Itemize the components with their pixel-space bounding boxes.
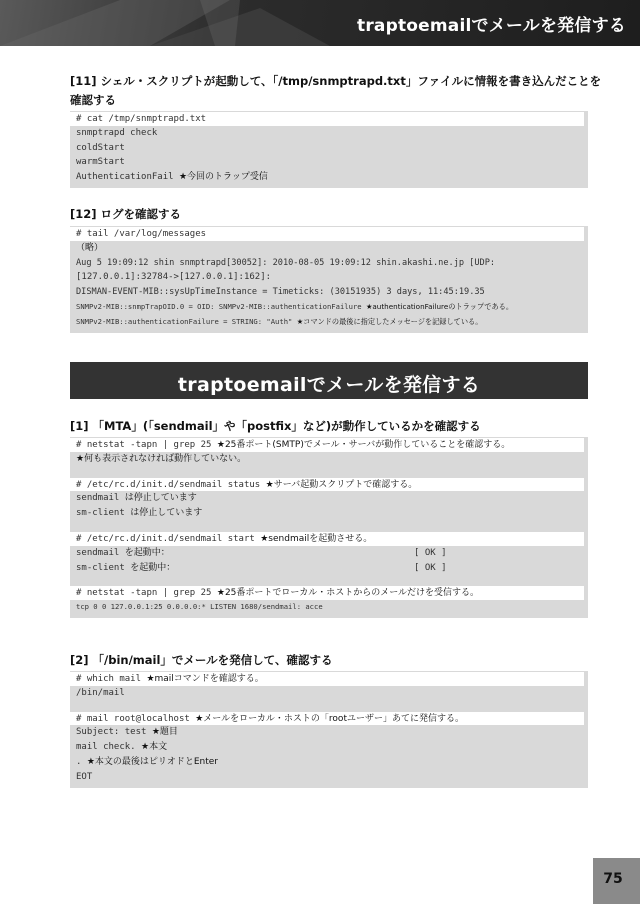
code-line: （略） — [76, 242, 104, 253]
code-line: # tail /var/log/messages — [70, 226, 584, 241]
code-line-blank — [70, 467, 588, 477]
code-line: ★何も表示されなければ動作していない。 — [76, 453, 247, 464]
code-line-blank — [70, 521, 588, 531]
page-number: 75 — [603, 871, 623, 887]
code-line: mail check. ★本文 — [76, 742, 168, 753]
code-block-step-11 — [70, 111, 588, 188]
code-line: SNMPv2-MIB::snmpTrapOID.0 = OID: SNMPv2-MIB::authenticationFailure ★authenticationFailureのトラップである。 — [76, 301, 514, 311]
code-line: EOT — [76, 771, 93, 782]
code-line: snmptrapd check — [76, 127, 158, 138]
section-title-bar — [70, 362, 588, 399]
code-line: tcp 0 0 127.0.0.1:25 0.0.0.0:* LISTEN 1680/sendmail: acce — [76, 602, 323, 612]
heading-step-11: [11] シェル・スクリプトが起動して、「/tmp/snmptrapd.txt」ファイルに情報を書き込んだことを 確認する — [70, 74, 602, 107]
code-line: # netstat -tapn | grep 25 ★25番ポート(SMTP)でメール・サーバが動作していることを確認する。 — [70, 437, 584, 452]
code-line: coldStart — [76, 142, 125, 153]
heading-step-2: [2] 「/bin/mail」でメールを発信して、確認する — [70, 653, 333, 667]
code-line: # /etc/rc.d/init.d/sendmail start ★sendmailを起動させる。 — [70, 531, 584, 546]
code-line: # mail root@localhost ★メールをローカル・ホストの「rootユーザー」あてに発信する。 — [70, 711, 584, 726]
code-line-blank — [70, 701, 588, 711]
code-line: Subject: test ★題目 — [76, 727, 178, 738]
code-block-step-2 — [70, 671, 588, 788]
code-line: AuthenticationFail ★今回のトラップ受信 — [76, 172, 268, 183]
code-line: SNMPv2-MIB::authenticationFailure = STRING: "Auth" ★コマンドの最後に指定したメッセージを記録している。 — [76, 316, 483, 326]
code-block-step-1 — [70, 437, 588, 618]
banner-title: traptoemailでメールを発信する — [357, 16, 626, 36]
heading-step-12: [12] ログを確認する — [70, 207, 182, 221]
code-line: sendmail は停止しています — [76, 493, 197, 504]
code-line: # netstat -tapn | grep 25 ★25番ポートでローカル・ホストからのメールだけを受信する。 — [70, 585, 584, 600]
code-line: Aug 5 19:09:12 shin snmptrapd[30052]: 2010-08-05 19:09:12 shin.akashi.ne.jp [UDP: — [76, 257, 496, 268]
code-line: [127.0.0.1]:32784->[127.0.0.1]:162]: — [76, 272, 272, 283]
code-line: # /etc/rc.d/init.d/sendmail status ★サーバ起動スクリプトで確認する。 — [70, 477, 584, 492]
code-line: . ★本文の最後はピリオドとEnter — [76, 756, 218, 767]
code-line: sendmail を起動中： [ OK ] — [76, 547, 447, 558]
code-line: DISMAN-EVENT-MIB::sysUpTimeInstance = Timeticks: (30151935) 3 days, 11:45:19.35 — [76, 287, 485, 298]
code-line: sm-client を起動中： [ OK ] — [76, 562, 447, 573]
heading-step-1: [1] 「MTA」(「sendmail」や「postfix」など)が動作しているかを確認する — [70, 419, 481, 433]
top-banner — [0, 0, 640, 46]
code-line: sm-client は停止しています — [76, 508, 203, 519]
code-line-blank — [70, 575, 588, 585]
code-line: /bin/mail — [76, 687, 125, 698]
section-title: traptoemailでメールを発信する — [177, 374, 481, 396]
code-block-step-12 — [70, 226, 588, 333]
code-line: # cat /tmp/snmptrapd.txt — [70, 111, 584, 126]
page-number-tab — [593, 858, 640, 904]
code-line: # which mail ★mailコマンドを確認する。 — [70, 671, 584, 686]
code-line: warmStart — [76, 157, 125, 168]
